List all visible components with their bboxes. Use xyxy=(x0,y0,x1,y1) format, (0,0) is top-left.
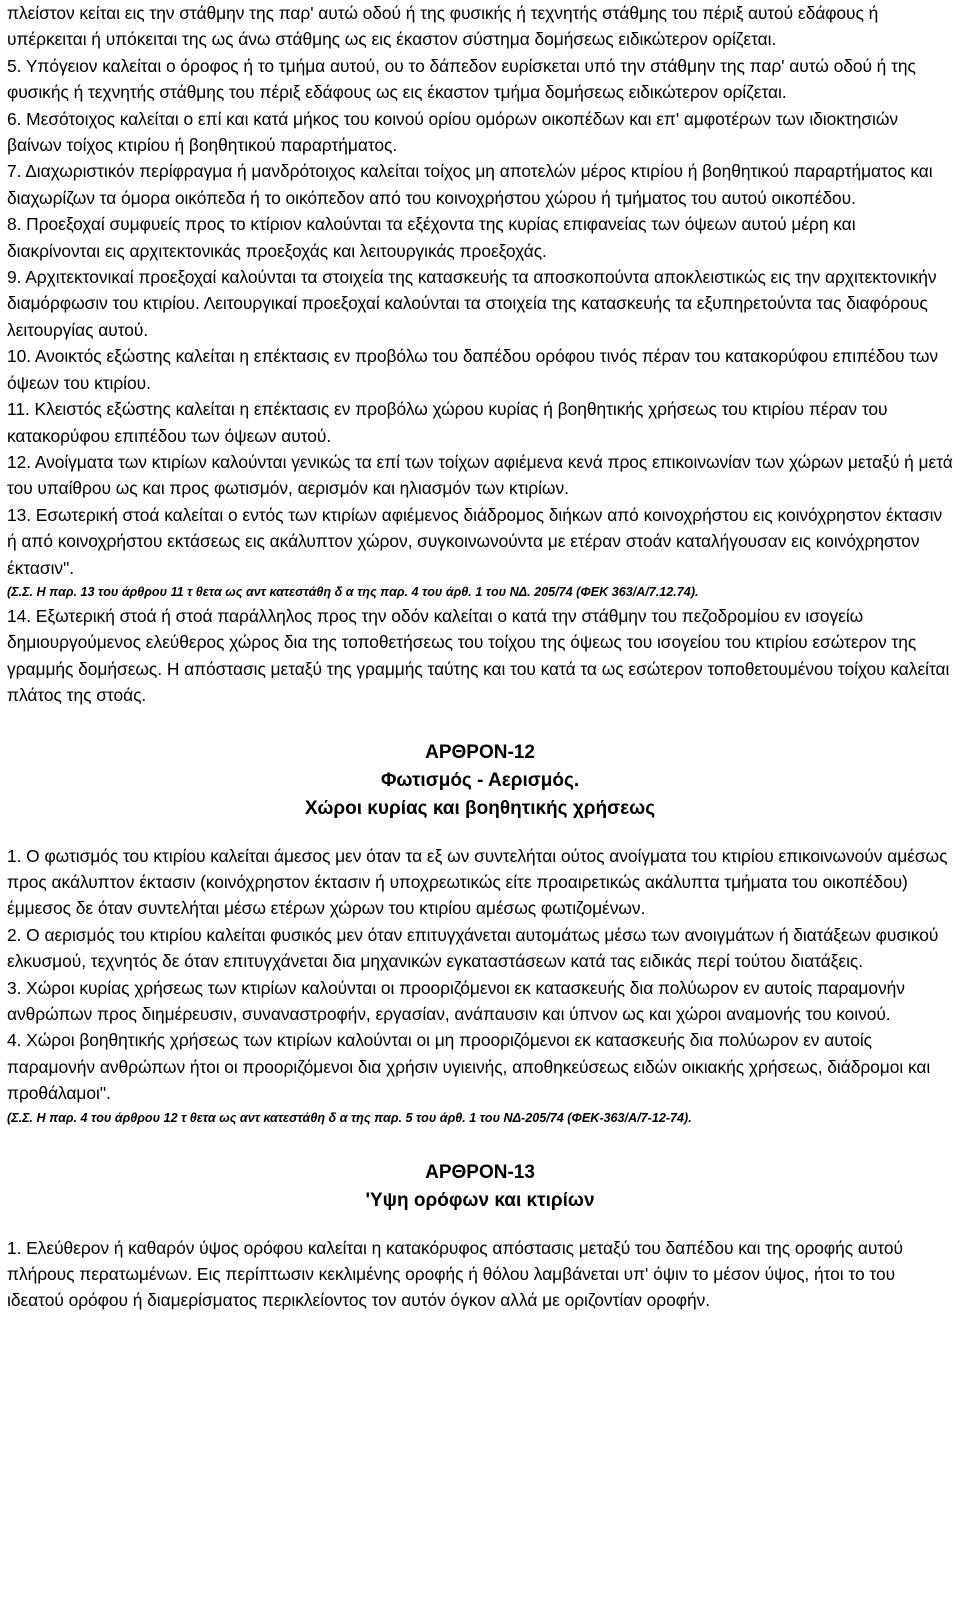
editorial-note-2: (Σ.Σ. Η παρ. 4 του άρθρου 12 τ θετα ως αντ κατεστάθη δ α της παρ. 5 του άρθ. 1 του ΝΔ-205/74 (ΦΕΚ-363/Α/7-12-74). xyxy=(7,1110,692,1125)
article-12-number: ΑΡΘΡΟΝ-12 xyxy=(425,741,535,763)
paragraph-item-10: 10. Ανοικτός εξώστης καλείται η επέκτασις εν προβόλω του δαπέδου ορόφου τινός πέραν του κατακορύφου επιπέδου των όψεων του κτιρίου. xyxy=(7,346,938,393)
intro-paragraph: πλείστον κείται εις την στάθμην της παρ' αυτώ οδού ή της φυσικής ή τεχνητής στάθμης του πέριξ αυτού εδάφους ή υπέρκειται ή υπόκειται της ως άνω στάθμης ως εις έκαστον σύστημα δομήσεως ειδικώτερον ορίζεται. xyxy=(7,3,879,50)
article-12-item-1: 1. Ο φωτισμός του κτιρίου καλείται άμεσος μεν όταν τα εξ ων συντελήται ούτος ανοίγματα του κτιρίου επικοινωνούν αμέσως προς ακάλυπτον έκτασιν (κοινόχρηστον έκτασιν ή υποχρεωτικώς είτε προαιρετικώς ακάλυπτα τμήματα του οικοπέδου) έμμεσος δε όταν συντελήται μέσω ετέρων χώρων του κτιρίου αμέσως φωτιζομένων. xyxy=(7,845,948,919)
paragraph-item-11: 11. Κλειστός εξώστης καλείται η επέκτασις εν προβόλω χώρου κυρίας ή βοηθητικής χρήσεως του κτιρίου πέραν του κατακορύφου επιπέδου των όψεων αυτού. xyxy=(7,399,888,446)
article-13-number: ΑΡΘΡΟΝ-13 xyxy=(425,1161,535,1183)
paragraph-item-8: 8. Προεξοχαί συμφυείς προς το κτίριον καλούνται τα εξέχοντα της κυρίας επιφανείας των όψεων αυτού μέρη και διακρίνονται εις αρχιτεκτονικάς προεξοχάς και λειτουργικάς προεξοχάς. xyxy=(7,214,856,261)
paragraph-item-14: 14. Εξωτερική στοά ή στοά παράλληλος προς την οδόν καλείται ο κατά την στάθμην του πεζοδρομίου εν ισογείω δημιουργούμενος ελεύθερος χώρος δια της τοποθετήσεως του τοίχου της όψεως του ισογείου του κτιρίου εσώτερον της γραμμής δομήσεως. Η απόστασις μεταξύ της γραμμής ταύτης και του κατά τα ως εσώτερον τοποθετουμένου τοίχου καλείται πλάτος της στοάς. xyxy=(7,605,950,706)
editorial-note-1: (Σ.Σ. Η παρ. 13 του άρθρου 11 τ θετα ως αντ κατεστάθη δ α της παρ. 4 του άρθ. 1 του ΝΔ. 205/74 (ΦΕΚ 363/Α/7.12.74). xyxy=(7,584,699,599)
paragraph-item-5: 5. Υπόγειον καλείται ο όροφος ή το τμήμα αυτού, ου το δάπεδον ευρίσκεται υπό την στάθμην της παρ' αυτώ οδού ή της φυσικής ή τεχνητής στάθμης του πέριξ εδάφους ως εις έκαστον τμήμα δομήσεως ειδικώτερον ορίζεται. xyxy=(7,55,916,103)
paragraph-item-6: 6. Μεσότοιχος καλείται ο επί και κατά μήκος του κοινού ορίου ομόρων οικοπέδων και επ' αμφοτέρων των ιδιοκτησιών βαίνων τοίχος κτιρίου ή βοηθητικού παραρτήματος. xyxy=(7,108,898,156)
article-12-item-4: 4. Χώροι βοηθητικής χρήσεως των κτιρίων καλούνται οι μη προοριζόμενοι εκ κατασκευής δια πολύωρον εν αυτοίς παραμονήν ανθρώπων ήτοι οι προοριζόμενοι δια χρήσιν υγιεινής, αποθηκεύσεως ειδών οικιακής χρήσεως, διάδρομοι και προθάλαμοι". xyxy=(7,1030,931,1104)
paragraph-item-9: 9. Αρχιτεκτονικαί προεξοχαί καλούνται τα στοιχεία της κατασκευής τα αποσκοπούντα αποκλειστικώς εις την αρχιτεκτονικήν διαμόρφωσιν του κτιρίου. Λειτουργικαί προεξοχαί καλούνται τα στοιχεία της κατασκευής τα εξυπηρετούντα τας διαφόρους λειτουργίας αυτού. xyxy=(7,267,937,340)
article-12-item-2: 2. Ο αερισμός του κτιρίου καλείται φυσικός μεν όταν επιτυγχάνεται αυτομάτως μέσω των ανοιγμάτων ή διατάξεων φυσικού ελκυσμού, τεχνητός δε όταν επιτυγχάνεται δια μηχανικών εγκαταστάσεων κατά τας ειδικάς περί τούτου διατάξεις. xyxy=(7,924,939,972)
article-13-item-1: 1. Ελεύθερον ή καθαρόν ύψος ορόφου καλείται η κατακόρυφος απόστασις μεταξύ του δαπέδου και της οροφής αυτού πλήρους περατωμένων. Εις περίπτωσιν κεκλιμένης οροφής ή θόλου λαμβάνεται υπ' όψιν το μέσον ύψος, ήτοι το του ιδεατού ορόφου ή διαμερίσματος περικλείοντος τον αυτόν όγκον αλλά με οριζοντίαν οροφήν. xyxy=(7,1237,903,1311)
article-12-title-2: Χώροι κυρίας και βοηθητικής χρήσεως xyxy=(304,797,656,819)
document-page xyxy=(7,0,953,1314)
paragraph-item-12: 12. Ανοίγματα των κτιρίων καλούνται γενικώς τα επί των τοίχων αφιέμενα κενά προς επικοινωνίαν των χώρων μεταξύ ή μετά του υπαίθρου ως και προς φωτισμόν, αερισμόν και ηλιασμόν των κτιρίων. xyxy=(7,451,953,499)
paragraph-item-7: 7. Διαχωριστικόν περίφραγμα ή μανδρότοιχος καλείται τοίχος μη αποτελών μέρος κτιρίου ή βοηθητικού παραρτήματος και διαχωρίζων τα όμορα οικόπεδα ή το οικόπεδον από του κοινοχρήστου χώρου ή τμήματος του αυτού οικοπέδου. xyxy=(7,161,933,208)
paragraph-item-13: 13. Εσωτερική στοά καλείται ο εντός των κτιρίων αφιέμενος διάδρομος διήκων από κοινοχρήστου εις κοινόχρηστον έκτασιν ή από κοινοχρήστου εκτάσεως εις ακάλυπτον χώρον, συγκοινωνούντα με ετέραν στοάν καταλήγουσαν εις κοινόχρηστον έκτασιν". xyxy=(7,504,943,578)
article-12-item-3: 3. Χώροι κυρίας χρήσεως των κτιρίων καλούνται οι προοριζόμενοι εκ κατασκευής δια πολύωρον εν αυτοίς παραμονήν ανθρώπων προς διημέρευσιν, συναναστροφήν, εργασίαν, ανάπαυσιν και ύπνον ως και χώροι αναμονής του κοινού. xyxy=(7,977,905,1024)
article-12-title-1: Φωτισμός - Αερισμός. xyxy=(380,769,580,791)
article-13-title-1: 'Υψη ορόφων και κτιρίων xyxy=(365,1189,595,1211)
